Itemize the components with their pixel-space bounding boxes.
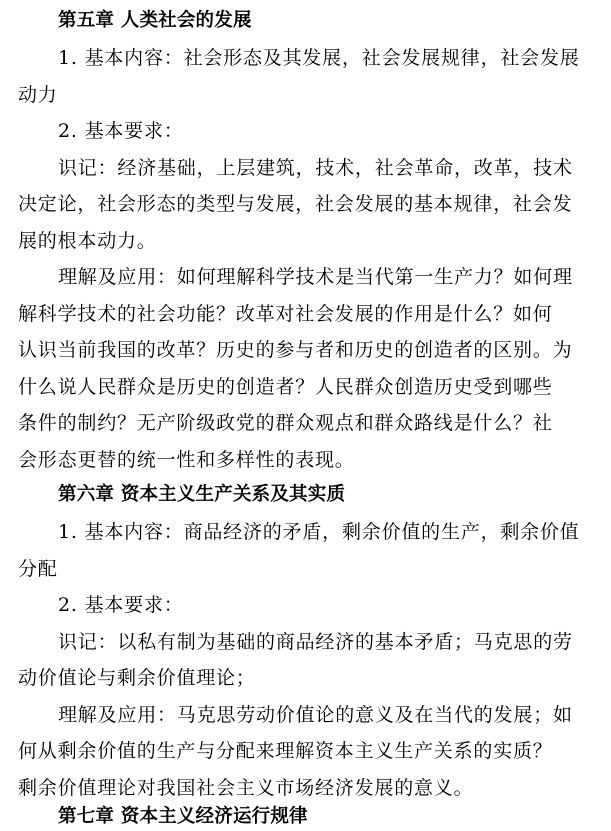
ch5-apply-line-2: 解科学技术的社会功能？改革对社会发展的作用是什么？如何 [18, 303, 553, 325]
ch6-basic-content-line-1: 1. 基本内容：商品经济的矛盾，剩余价值的生产，剩余价值 [58, 521, 580, 543]
ch5-memorize-line-3: 展的根本动力。 [18, 230, 157, 252]
chapter-5-heading: 第五章 人类社会的发展 [58, 10, 252, 31]
ch5-memorize-line-1: 识记：经济基础，上层建筑，技术，社会革命，改革，技术 [58, 157, 573, 179]
ch5-apply-line-1: 理解及应用：如何理解科学技术是当代第一生产力？如何理 [58, 266, 573, 288]
ch5-apply-line-6: 会形态更替的统一性和多样性的表现。 [18, 449, 355, 471]
ch5-memorize-line-2: 决定论，社会形态的类型与发展，社会发展的基本规律，社会发 [18, 193, 573, 215]
ch5-apply-line-3: 认识当前我国的改革？历史的参与者和历史的创造者的区别。为 [18, 339, 573, 361]
ch6-apply-line-1: 理解及应用：马克思劳动价值论的意义及在当代的发展；如 [58, 704, 573, 726]
ch6-memorize-line-2: 动价值论与剩余价值理论； [18, 667, 256, 689]
chapter-7-heading: 第七章 资本主义经济运行规律 [58, 806, 308, 827]
chapter-6-heading: 第六章 资本主义生产关系及其实质 [58, 484, 346, 505]
ch5-basic-content-line-1: 1. 基本内容：社会形态及其发展，社会发展规律，社会发展 [58, 47, 580, 69]
ch5-basic-content-line-2: 动力 [18, 84, 58, 106]
ch6-apply-line-2: 何从剩余价值的生产与分配来理解资本主义生产关系的实质？ [18, 740, 553, 762]
ch5-apply-line-4: 什么说人民群众是历史的创造者？人民群众创造历史受到哪些 [18, 376, 553, 398]
ch6-basic-content-line-2: 分配 [18, 558, 58, 580]
ch5-basic-requirements: 2. 基本要求： [58, 120, 184, 142]
ch6-memorize-line-1: 识记：以私有制为基础的商品经济的基本矛盾；马克思的劳 [58, 631, 573, 653]
ch6-apply-line-3: 剩余价值理论对我国社会主义市场经济发展的意义。 [18, 777, 474, 799]
ch6-basic-requirements: 2. 基本要求： [58, 594, 184, 616]
ch5-apply-line-5: 条件的制约？无产阶级政党的群众观点和群众路线是什么？社 [18, 412, 553, 434]
